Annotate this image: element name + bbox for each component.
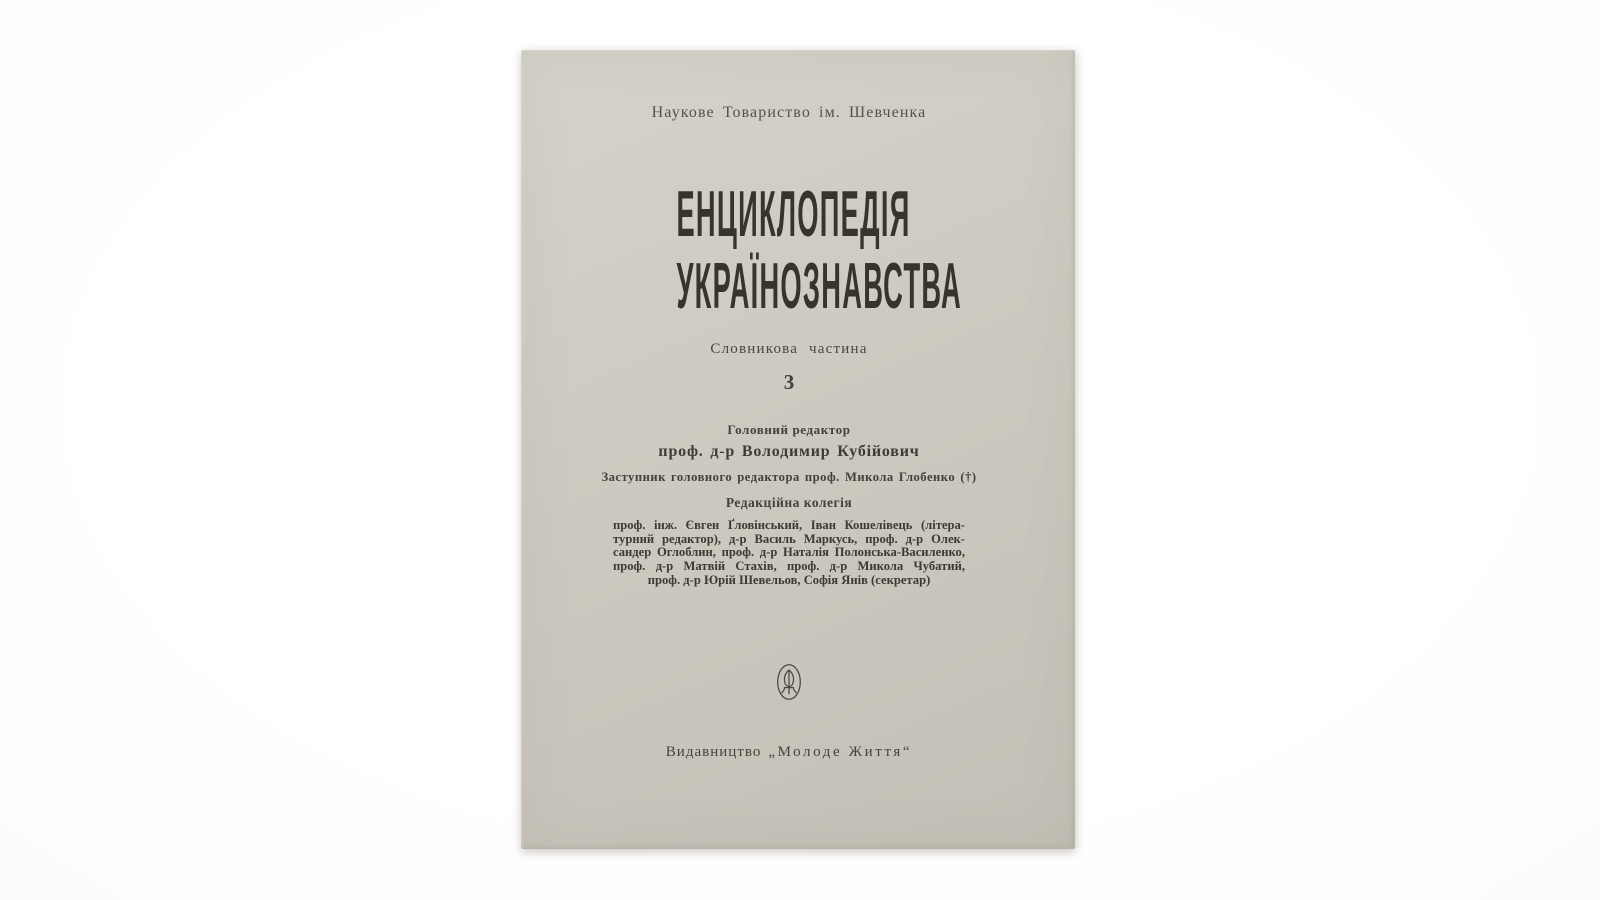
deputy-editor-line: Заступник головного редактора проф. Микола Глобенко (†) [601, 470, 977, 484]
volume-number: 3 [783, 370, 795, 394]
book-title-line-1: ЕНЦИКЛОПЕДІЯ [676, 177, 911, 250]
book-title-line-2: УКРАЇНОЗНАВСТВА [676, 249, 962, 322]
book-title-page [521, 50, 1075, 849]
book-title [521, 178, 1057, 322]
chief-editor-name: проф. д-р Володимир Кубійович [658, 443, 920, 460]
publisher-line [521, 744, 1057, 761]
board-line: турний редактор), д-р Василь Маркусь, проф. д-р Олек- [613, 531, 965, 546]
board-line: сандер Оглоблин, проф. д-р Наталія Полонська-Василенко, [613, 545, 965, 560]
board-line: проф. інж. Євген Ґловінський, Іван Кошелівець (літера- [613, 518, 965, 532]
publisher-name: „Молоде Життя“ [768, 744, 913, 760]
publisher-logo-icon [521, 663, 1057, 701]
editorial-board-paragraph [613, 519, 965, 588]
society-name: Наукове Товариство ім. Шевченка [651, 104, 927, 121]
board-line: проф. д-р Юрій Шевельов, Софія Янів (секретар) [647, 572, 931, 587]
title-page-content [521, 50, 1057, 849]
editorial-board-label: Редакційна колегія [725, 495, 853, 510]
chief-editor-label: Головний редактор [727, 422, 851, 437]
publisher-prefix: Видавництво [665, 744, 762, 760]
board-line: проф. д-р Матвій Стахів, проф. д-р Микола Чубатий, [613, 559, 965, 574]
editorial-board [521, 519, 1057, 588]
subtitle: Словникова частина [710, 341, 868, 357]
